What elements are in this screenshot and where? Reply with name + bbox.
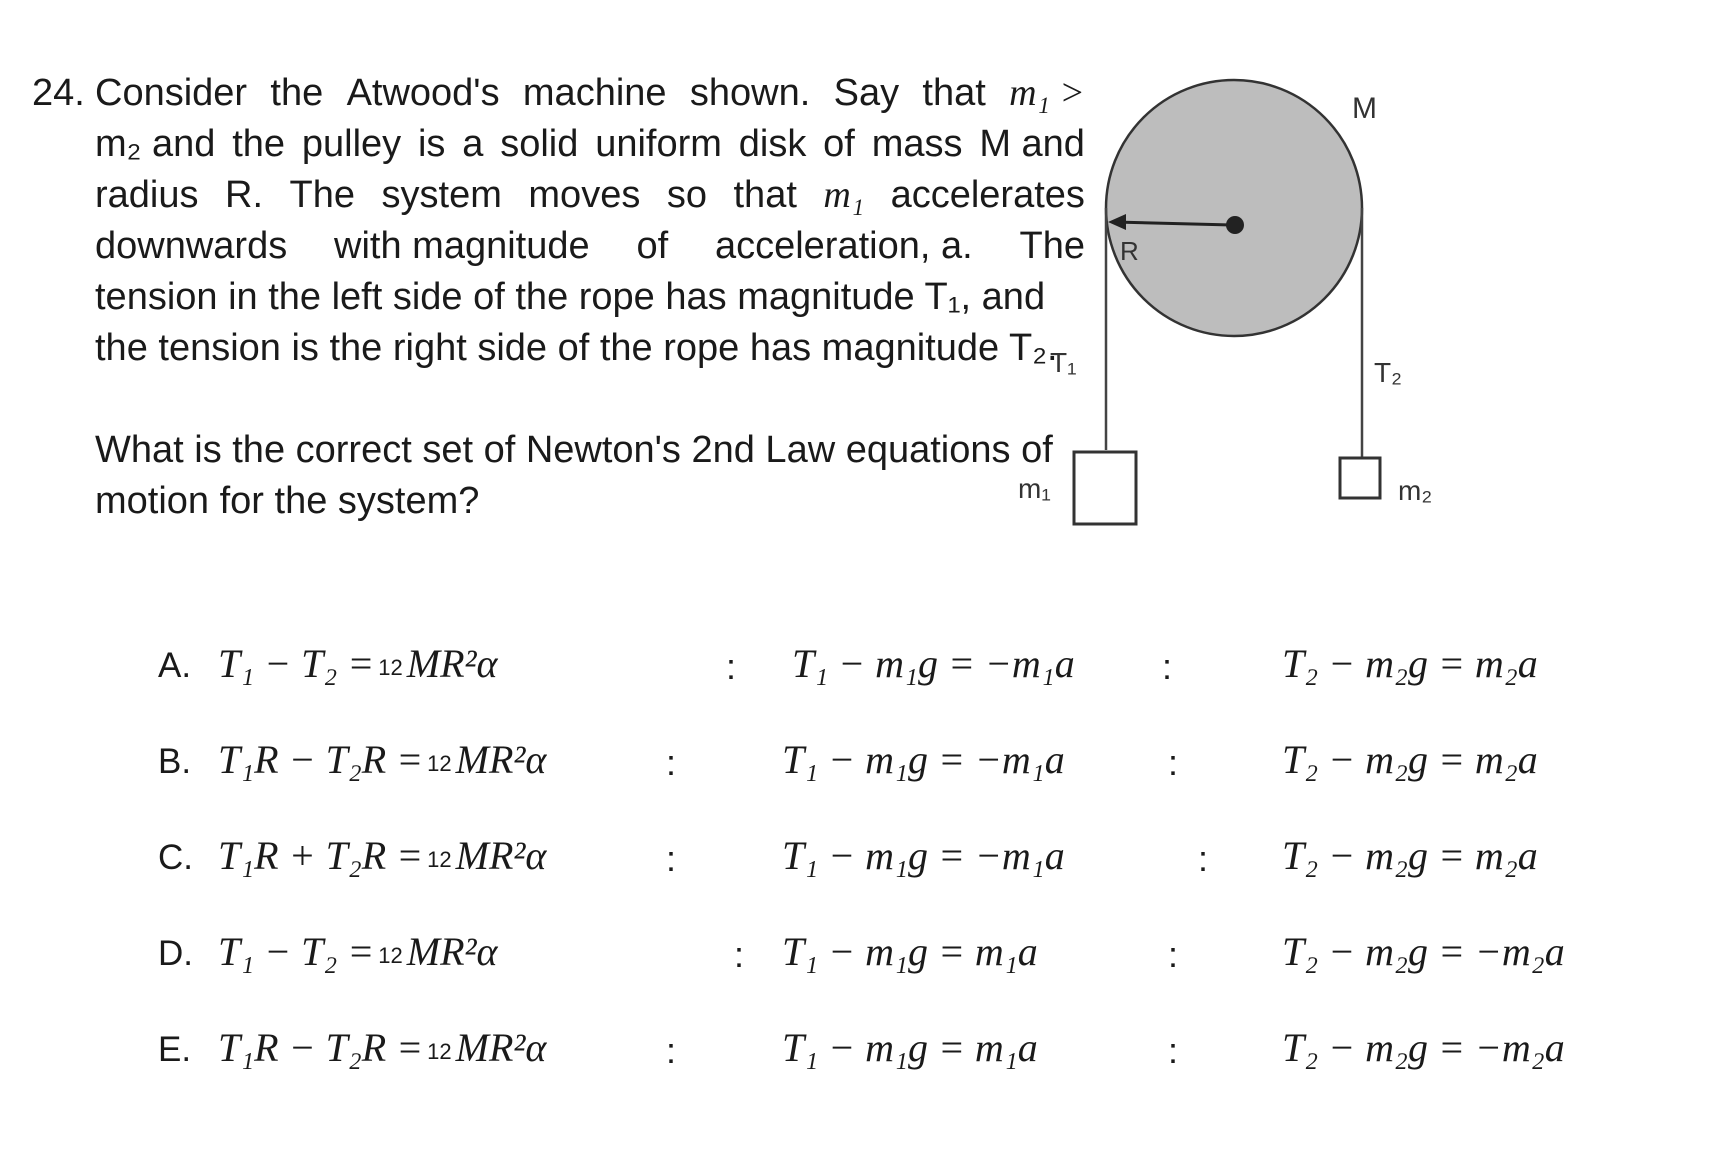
option-letter: E. xyxy=(158,1030,192,1069)
question-line-3 xyxy=(95,170,1085,221)
word: m₂ and xyxy=(95,123,216,165)
separator: : xyxy=(666,742,677,783)
word: of xyxy=(823,123,855,165)
pulley-center xyxy=(1226,216,1244,234)
word: Say xyxy=(833,72,900,114)
separator: : xyxy=(726,646,737,687)
rotational-equation xyxy=(218,832,546,879)
word: radius xyxy=(95,174,199,216)
question-line-6: the tension is the right side of the rope has magnitude T₂. xyxy=(95,327,1058,369)
mass-1-equation: T₁ − m₁g = −m₁a xyxy=(782,833,1065,878)
word: accelerates xyxy=(890,174,1085,216)
question-line-5: tension in the left side of the rope has magnitude T₁, and xyxy=(95,276,1046,318)
separator: : xyxy=(734,934,745,975)
word: the xyxy=(270,72,324,114)
word: so xyxy=(666,174,707,216)
word: disk xyxy=(738,123,807,165)
mass-2-equation: T₂ − m₂g = m₂a xyxy=(1282,641,1538,686)
pulley-disk xyxy=(1106,80,1362,336)
question-line-2 xyxy=(95,119,1085,170)
word: The xyxy=(289,174,356,216)
question-number: 24. xyxy=(32,72,85,114)
fraction-denominator: 2 xyxy=(390,942,403,968)
fraction-denominator: 2 xyxy=(390,654,403,680)
mass-block-1 xyxy=(1074,452,1136,524)
option-letter: B. xyxy=(158,742,192,781)
word: m₁ > xyxy=(1009,72,1085,114)
word: shown. xyxy=(689,72,811,114)
torque-lhs: T₁ − T₂ = xyxy=(218,929,375,974)
tension-1-label: T₁ xyxy=(1050,347,1077,378)
prompt-line-1: What is the correct set of Newton's 2nd Law equations of xyxy=(95,429,1053,471)
tension-2-label: T₂ xyxy=(1374,357,1402,388)
fraction-numerator: 1 xyxy=(427,1038,440,1064)
fraction-numerator: 1 xyxy=(378,654,391,680)
word: is xyxy=(417,123,446,165)
word: that xyxy=(922,72,986,114)
word: machine xyxy=(522,72,667,114)
mass-1-label: m₁ xyxy=(1018,473,1051,504)
option-letter: D. xyxy=(158,934,193,973)
word: pulley xyxy=(301,123,402,165)
word: uniform xyxy=(595,123,722,165)
word: system xyxy=(381,174,502,216)
word: solid xyxy=(500,123,579,165)
word: with magnitude xyxy=(334,225,590,267)
word: m₁ xyxy=(823,174,865,216)
mass-2-label: m₂ xyxy=(1398,475,1433,506)
word: M and xyxy=(979,123,1085,165)
word: acceleration, a. xyxy=(714,225,973,267)
separator: : xyxy=(1162,646,1173,687)
separator: : xyxy=(666,1030,677,1071)
radius-label: R xyxy=(1120,236,1139,266)
rotational-equation xyxy=(218,736,546,783)
mass-2-equation: T₂ − m₂g = −m₂a xyxy=(1282,1025,1565,1070)
fraction-denominator: 2 xyxy=(439,1038,452,1064)
word: The xyxy=(1019,225,1085,267)
mass-1-equation: T₁ − m₁g = m₁a xyxy=(782,929,1038,974)
word: downwards xyxy=(95,225,288,267)
mass-block-2 xyxy=(1340,458,1380,498)
separator: : xyxy=(1168,742,1179,783)
mass-2-equation: T₂ − m₂g = m₂a xyxy=(1282,833,1538,878)
rotational-equation xyxy=(218,1024,546,1071)
question-line-4 xyxy=(95,221,1085,272)
prompt-line-2: motion for the system? xyxy=(95,480,480,522)
word: the xyxy=(232,123,286,165)
mass-2-equation: T₂ − m₂g = −m₂a xyxy=(1282,929,1565,974)
rotational-equation xyxy=(218,640,498,687)
mass-1-equation: T₁ − m₁g = m₁a xyxy=(782,1025,1038,1070)
separator: : xyxy=(1168,934,1179,975)
mass-1-equation: T₁ − m₁g = −m₁a xyxy=(792,641,1075,686)
separator: : xyxy=(1198,838,1209,879)
fraction xyxy=(427,1038,452,1064)
word: Atwood's xyxy=(346,72,500,114)
torque-lhs: T₁R − T₂R = xyxy=(218,1025,424,1070)
fraction xyxy=(427,846,452,872)
fraction xyxy=(378,654,403,680)
pulley-mass-label: M xyxy=(1352,92,1377,125)
fraction-numerator: 1 xyxy=(427,846,440,872)
word: mass xyxy=(871,123,963,165)
word: R. xyxy=(225,174,264,216)
fraction-numerator: 1 xyxy=(427,750,440,776)
mass-2-equation: T₂ − m₂g = m₂a xyxy=(1282,737,1538,782)
fraction-denominator: 2 xyxy=(439,750,452,776)
torque-rhs: MR²α xyxy=(455,737,547,782)
torque-rhs: MR²α xyxy=(406,929,498,974)
torque-rhs: MR²α xyxy=(406,641,498,686)
mass-1-equation: T₁ − m₁g = −m₁a xyxy=(782,737,1065,782)
word: a xyxy=(462,123,484,165)
rotational-equation xyxy=(218,928,498,975)
word: moves xyxy=(528,174,641,216)
separator: : xyxy=(1168,1030,1179,1071)
fraction-numerator: 1 xyxy=(378,942,391,968)
question-line-1 xyxy=(95,68,1085,119)
word: that xyxy=(733,174,797,216)
word: Consider xyxy=(95,72,248,114)
torque-rhs: MR²α xyxy=(455,1025,547,1070)
fraction xyxy=(427,750,452,776)
fraction-denominator: 2 xyxy=(439,846,452,872)
fraction xyxy=(378,942,403,968)
word: of xyxy=(636,225,669,267)
torque-lhs: T₁ − T₂ = xyxy=(218,641,375,686)
torque-lhs: T₁R + T₂R = xyxy=(218,833,424,878)
torque-lhs: T₁R − T₂R = xyxy=(218,737,424,782)
option-letter: C. xyxy=(158,838,193,877)
option-letter: A. xyxy=(158,646,192,685)
torque-rhs: MR²α xyxy=(455,833,547,878)
separator: : xyxy=(666,838,677,879)
